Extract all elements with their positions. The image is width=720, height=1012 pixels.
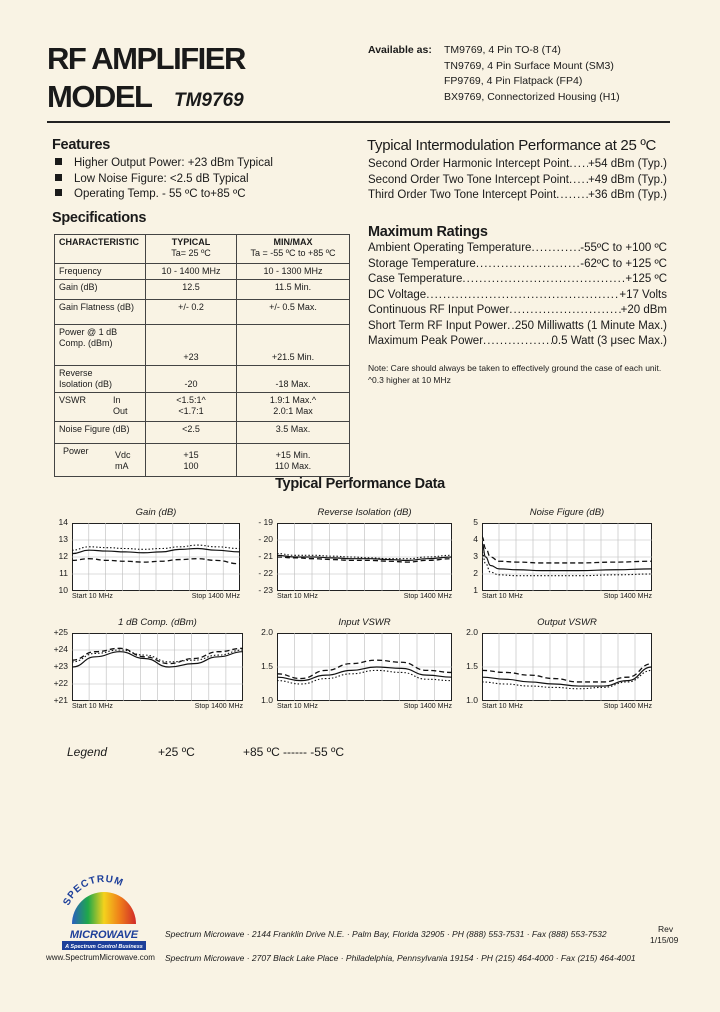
chart-plot [72, 523, 240, 591]
y-tick-label: - 20 [258, 534, 273, 544]
row-label: Reverse [59, 368, 93, 378]
row-sub-label: Out [113, 406, 128, 416]
y-tick-label: 5 [473, 517, 478, 527]
x-start-label: Start 10 MHz [277, 703, 318, 710]
row-typical: <1.5:1^ [176, 395, 206, 405]
y-tick-label: 4 [473, 534, 478, 544]
rating-row: Ambient Operating Temperature ..... -55ºC to +100 ºC [368, 241, 667, 257]
row-label: Gain (dB) [55, 280, 146, 300]
features-list [55, 156, 273, 203]
y-tick-label: 1.0 [261, 695, 273, 705]
y-tick-label: 2 [473, 568, 478, 578]
logo-arc-text: SPECTRUM [61, 873, 126, 908]
y-tick-label: 3 [473, 551, 478, 561]
row-label: Gain Flatness (dB) [55, 300, 146, 325]
legend-25c: +25 ºC [158, 745, 195, 759]
x-stop-label: Stop 1400 MHz [191, 593, 240, 600]
address-philadelphia: Spectrum Microwave · 2707 Black Lake Place · Philadelphia, Pennsylvania 19154 · PH (215) 464-4000 · Fax (215) 464-4001 [165, 953, 636, 963]
y-tick-label: 1.5 [261, 661, 273, 671]
y-tick-label: 2.0 [261, 627, 273, 637]
rev-label: Rev [658, 924, 674, 934]
title-line-1: RF AMPLIFIER [47, 41, 245, 76]
row-label: Frequency [55, 264, 146, 280]
spectrum-microwave-logo [48, 868, 160, 954]
rating-row: Continuous RF Input Power ..... +20 dBm [368, 303, 667, 319]
y-tick-label: +21 [53, 695, 68, 705]
row-label-2: Comp. (dBm) [59, 338, 113, 348]
row-typical: 10 - 1400 MHz [146, 264, 237, 280]
table-row [55, 280, 350, 300]
chart-plot [72, 633, 243, 701]
chart-panel [235, 617, 454, 715]
available-item: BX9769, Connectorized Housing (H1) [444, 90, 620, 103]
row-typical: +/- 0.2 [146, 300, 237, 325]
imd-list [368, 157, 667, 204]
row-typical: +23 [146, 325, 237, 366]
table-row [55, 393, 350, 422]
note-ground: Note: Care should always be taken to effectively ground the case of each unit. [368, 363, 662, 373]
col-typical: TYPICAL [171, 237, 211, 247]
x-start-label: Start 10 MHz [72, 593, 113, 600]
legend-85c: +85 ºC [243, 745, 280, 759]
bullet-icon [55, 189, 62, 196]
rating-row: Short Term RF Input Power ..... 250 Milliwatts (1 Minute Max.) [368, 319, 667, 335]
col-characteristic: CHARACTERISTIC [55, 235, 146, 264]
table-row [55, 366, 350, 393]
legend-label: Legend [67, 745, 108, 759]
available-item: TN9769, 4 Pin Surface Mount (SM3) [444, 59, 614, 72]
row-label: Noise Figure (dB) [55, 422, 146, 444]
chart-plot [482, 523, 652, 591]
note-vswr: ^0.3 higher at 10 MHz [368, 375, 451, 385]
x-stop-label: Stop 1400 MHz [603, 593, 652, 600]
y-tick-label: 12 [58, 551, 68, 561]
chart-panel [440, 617, 654, 715]
y-tick-label: - 22 [258, 568, 273, 578]
x-start-label: Start 10 MHz [72, 703, 113, 710]
x-stop-label: Stop 1400 MHz [403, 703, 452, 710]
imd-title: Typical Intermodulation Performance at 25 ºC [367, 137, 657, 154]
row-label: VSWR [59, 395, 86, 405]
perf-title: Typical Performance Data [275, 476, 445, 492]
logo-subtitle: A Spectrum Control Business [65, 944, 143, 950]
row-minmax: 3.5 Max. [237, 422, 350, 444]
row-label: Power [63, 446, 89, 456]
row-minmax-2: 2.0:1 Max [273, 406, 313, 416]
x-stop-label: Stop 1400 MHz [603, 703, 652, 710]
rating-row: DC Voltage ..... +17 Volts [368, 288, 667, 304]
rating-row: Storage Temperature ..... -62ºC to +125 ºC [368, 257, 667, 273]
table-row [55, 422, 350, 444]
col-minmax: MIN/MAX [273, 237, 313, 247]
legend-minus55c: ------ -55 ºC [283, 745, 345, 759]
row-typical: 12.5 [146, 280, 237, 300]
chart-title: Output VSWR [537, 617, 597, 628]
chart-title: Gain (dB) [135, 507, 177, 518]
chart-panel [30, 617, 245, 715]
chart-panel [235, 507, 454, 605]
y-tick-label: 1 [473, 585, 478, 595]
row-sub-label: mA [115, 461, 129, 471]
table-row [55, 444, 350, 477]
y-tick-label: +23 [53, 661, 68, 671]
chart-title: Input VSWR [338, 617, 391, 628]
y-tick-label: +25 [53, 627, 68, 637]
imd-row: Second Order Harmonic Intercept Point ..... +54 dBm (Typ.) [368, 157, 667, 173]
chart-plot [277, 523, 452, 591]
row-sub-label: In [113, 395, 121, 405]
row-label-2: Isolation (dB) [59, 379, 113, 389]
imd-row: Second Order Two Tone Intercept Point ..... +49 dBm (Typ.) [368, 173, 667, 189]
row-minmax-2: 110 Max. [274, 461, 312, 471]
chart-panel [30, 507, 242, 605]
chart-title: Noise Figure (dB) [529, 507, 605, 518]
y-tick-label: 1.5 [466, 661, 478, 671]
title-line-2: MODEL [47, 79, 152, 114]
ratings-list [368, 241, 667, 350]
chart-title: 1 dB Comp. (dBm) [118, 617, 197, 628]
table-row [55, 300, 350, 325]
row-typical: <2.5 [146, 422, 237, 444]
chart-panel [440, 507, 654, 605]
rating-row: Maximum Peak Power ..... 0.5 Watt (3 μsec Max.) [368, 334, 667, 350]
y-tick-label: 1.0 [466, 695, 478, 705]
x-stop-label: Stop 1400 MHz [194, 703, 243, 710]
row-label: Power @ 1 dB [59, 327, 118, 337]
rating-row: Case Temperature ..... +125 ºC [368, 272, 667, 288]
rainbow-fan-icon [72, 892, 136, 924]
address-palm-bay: Spectrum Microwave · 2144 Franklin Drive N.E. · Palm Bay, Florida 32905 · PH (888) 553-7531 · Fax (888) 553-7532 [165, 929, 607, 939]
y-tick-label: 2.0 [466, 627, 478, 637]
feature-item: Higher Output Power: +23 dBm Typical [55, 156, 273, 172]
col-typical-cond: Ta= 25 ºC [171, 248, 211, 258]
available-item: FP9769, 4 Pin Flatpack (FP4) [444, 75, 583, 87]
x-start-label: Start 10 MHz [277, 593, 318, 600]
feature-item: Operating Temp. - 55 ºC to+85 ºC [55, 187, 273, 203]
logo-microwave: MICROWAVE [69, 929, 139, 941]
y-tick-label: 11 [59, 568, 68, 578]
row-minmax: 11.5 Min. [237, 280, 350, 300]
row-minmax: +15 Min. [275, 450, 311, 460]
feature-item: Low Noise Figure: <2.5 dB Typical [55, 172, 273, 188]
specs-table [54, 234, 350, 477]
row-sub-label: Vdc [115, 450, 131, 460]
website-link[interactable]: www.SpectrumMicrowave.com [46, 953, 155, 962]
x-start-label: Start 10 MHz [482, 703, 523, 710]
specs-title: Specifications [52, 210, 147, 226]
rev-date: 1/15/09 [650, 935, 679, 945]
x-stop-label: Stop 1400 MHz [403, 593, 452, 600]
header-rule [47, 121, 670, 123]
y-tick-label: 10 [58, 585, 68, 595]
available-list [444, 43, 620, 105]
bullet-icon [55, 174, 62, 181]
table-row [55, 325, 350, 366]
row-minmax: -18 Max. [237, 366, 350, 393]
chart-title: Reverse Isolation (dB) [317, 507, 412, 518]
y-tick-label: - 19 [258, 517, 273, 527]
model-number: TM9769 [174, 90, 244, 111]
row-typical: -20 [146, 366, 237, 393]
row-minmax: 1.9:1 Max.^ [269, 395, 317, 405]
bullet-icon [55, 158, 62, 165]
x-start-label: Start 10 MHz [482, 593, 523, 600]
y-tick-label: +22 [53, 678, 68, 688]
row-minmax: 10 - 1300 MHz [237, 264, 350, 280]
row-minmax: +21.5 Min. [237, 325, 350, 366]
ratings-title: Maximum Ratings [368, 224, 488, 240]
table-row [55, 264, 350, 280]
row-minmax: +/- 0.5 Max. [237, 300, 350, 325]
ratings-note [368, 362, 668, 386]
table-header [55, 235, 350, 264]
y-tick-label: 14 [58, 517, 68, 527]
chart-plot [277, 633, 452, 701]
features-title: Features [52, 137, 111, 153]
y-tick-label: 13 [58, 534, 68, 544]
y-tick-label: - 21 [258, 551, 273, 561]
row-typical-2: 100 [183, 461, 199, 471]
y-tick-label: +24 [53, 644, 68, 654]
imd-row: Third Order Two Tone Intercept Point ..... +36 dBm (Typ.) [368, 188, 667, 204]
available-item: TM9769, 4 Pin TO-8 (T4) [444, 44, 561, 56]
row-typical-2: <1.7:1 [178, 406, 204, 416]
col-minmax-cond: Ta = -55 ºC to +85 ºC [250, 248, 336, 258]
chart-plot [482, 633, 652, 701]
row-typical: +15 [183, 450, 199, 460]
available-label: Available as: [368, 44, 432, 56]
y-tick-label: - 23 [258, 585, 273, 595]
